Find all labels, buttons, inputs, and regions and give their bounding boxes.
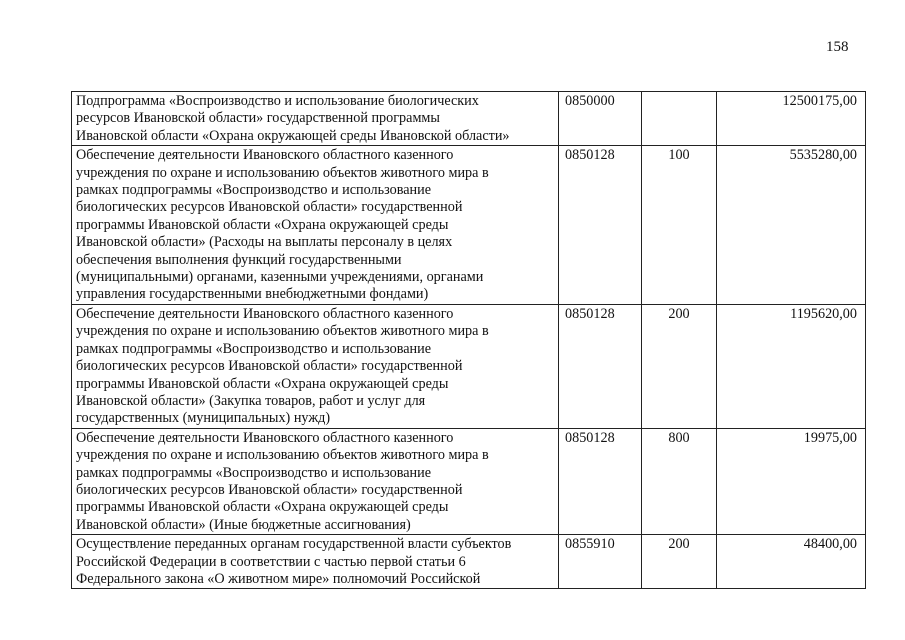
item-name-cell: Обеспечение деятельности Ивановского областного казенного учреждения по охране и использованию объектов животного мира в рамках подпрограммы «Воспроизводство и использование биологических ресурсов Ивановской области» государственной программы Ивановской области «Охрана окружающей среды Ивановской области» (Расходы на выплаты персоналу в целях обеспечения выполнения функций государственными (муниципальными) органами, казенными учреждениями, органами управления государственными внебюджетными фондами) (72, 146, 559, 305)
amount-cell: 19975,00 (717, 428, 866, 534)
amount-cell: 12500175,00 (717, 92, 866, 146)
page-number: 158 (826, 39, 849, 55)
table-row (72, 146, 866, 305)
table-row (72, 92, 866, 146)
amount-cell: 48400,00 (717, 535, 866, 589)
target-code-cell: 0850128 (559, 304, 642, 428)
target-code-cell: 0850128 (559, 146, 642, 305)
expense-type-cell (642, 92, 717, 146)
amount-cell: 1195620,00 (717, 304, 866, 428)
item-name-cell: Подпрограмма «Воспроизводство и использование биологических ресурсов Ивановской области» государственной программы Ивановской области «Охрана окружающей среды Ивановской области» (72, 92, 559, 146)
item-name-cell: Осуществление переданных органам государственной власти субъектов Российской Федерации в соответствии с частью первой статьи 6 Федерального закона «О животном мире» полномочий Российской (72, 535, 559, 589)
expense-type-cell: 200 (642, 304, 717, 428)
table-row (72, 304, 866, 428)
target-code-cell: 0855910 (559, 535, 642, 589)
budget-table (71, 91, 866, 589)
table-row (72, 428, 866, 534)
expense-type-cell: 100 (642, 146, 717, 305)
expense-type-cell: 200 (642, 535, 717, 589)
item-name-cell: Обеспечение деятельности Ивановского областного казенного учреждения по охране и использованию объектов животного мира в рамках подпрограммы «Воспроизводство и использование биологических ресурсов Ивановской области» государственной программы Ивановской области «Охрана окружающей среды Ивановской области» (Закупка товаров, работ и услуг для государственных (муниципальных) нужд) (72, 304, 559, 428)
expense-type-cell: 800 (642, 428, 717, 534)
item-name-cell: Обеспечение деятельности Ивановского областного казенного учреждения по охране и использованию объектов животного мира в рамках подпрограммы «Воспроизводство и использование биологических ресурсов Ивановской области» государственной программы Ивановской области «Охрана окружающей среды Ивановской области» (Иные бюджетные ассигнования) (72, 428, 559, 534)
amount-cell: 5535280,00 (717, 146, 866, 305)
table-row (72, 535, 866, 589)
target-code-cell: 0850128 (559, 428, 642, 534)
target-code-cell: 0850000 (559, 92, 642, 146)
